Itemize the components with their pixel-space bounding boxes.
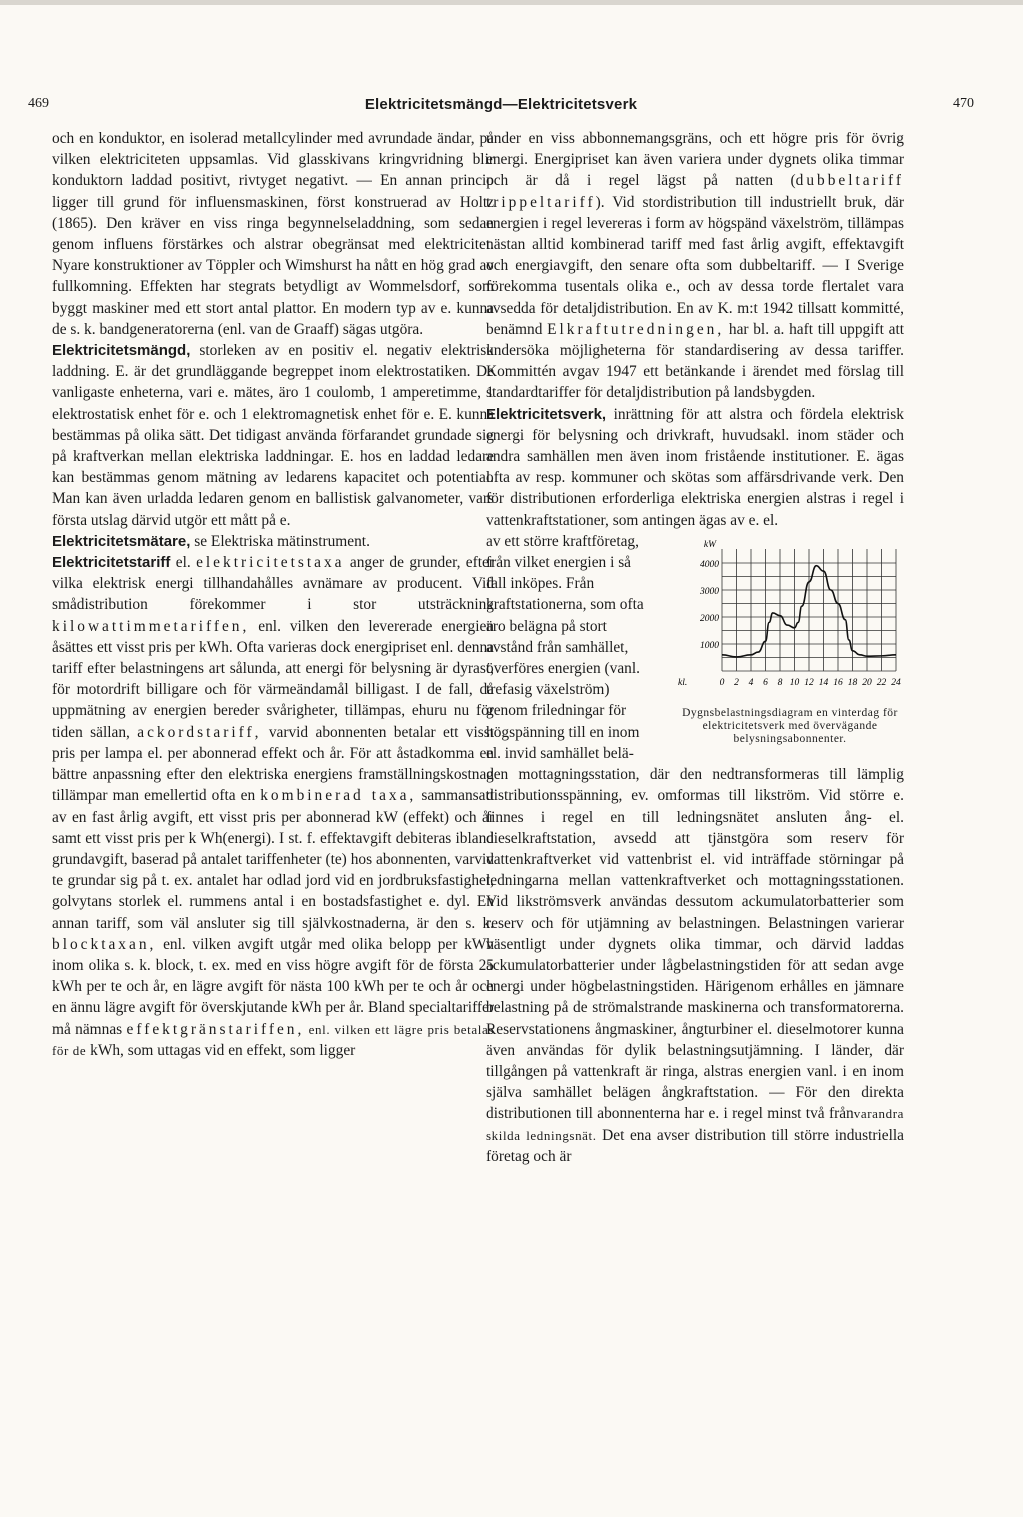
figure-wrap-area: [486, 531, 904, 764]
x-tick-label: 20: [862, 677, 872, 688]
entry-text: ). Vid stordistribution till industriellt bruk, där energien i regel levereras i form av högspänd växelström, tillämpas nästan alltid kombinerad tariff med fast årlig avgift, effektavgift och energiavgift, den senare ofta som dubbeltariff. — I Sverige förekomma tusentals olika e., och av dessa torde flertalet vara avsedda för detaljdistribution. En av K. m:t 1942 tillsatt kommitté, benämnd: [486, 193, 904, 338]
page-header: [28, 96, 974, 118]
top-edge-rule: [0, 0, 1023, 5]
small-print: varandra skilda ledningsnät.: [486, 1106, 904, 1143]
y-tick-label: 3000: [700, 586, 719, 597]
spaced-term: dubbeltariff: [795, 172, 904, 190]
entry-text: under en viss abbonnemangsgräns, och ett högre pris för övrig energi. Energipriset kan även variera under dygnets olika timmar och är då i regel lägst på natten (: [486, 130, 904, 190]
spaced-term: trippeltariff: [486, 193, 596, 211]
x-tick-label: 18: [847, 677, 858, 688]
entry-elektricitetsmatare: [52, 531, 494, 552]
small-print: enl. vilken ett lägre pris betalas för de: [52, 1021, 494, 1058]
spaced-term: Elkraftutredningen,: [547, 320, 725, 338]
left-column: [52, 128, 494, 1061]
page-number-left: 469: [28, 96, 49, 111]
entry-elektricitetstariff: [52, 552, 494, 1061]
paragraph-continuation: och en konduktor, en isolerad metallcylinder med avrundade ändar, på vilken elektriciteten uppsamlas. Vid glasskivans kringvridning blir konduktorn laddad positivt, rivtyget negativt. — En annan princip ligger till grund för influensmaskinen, först konstruerad av Holtz (1865). Den kräver en viss ringa begynnelseladdning, som sedan genom influens förstärkes och alstrar obegränsat med elektricitet. Nyare konstruktioner av Töppler och Wimshurst ha nått en hög grad av fullkomning. Effekten har stegrats betydligt av Wommelsdorf, som byggt maskiner med ett stort antal plattor. En modern typ av e. kunna de s. k. bandgeneratorerna (enl. van de Graaff) sägas utgöra.: [52, 130, 494, 338]
paragraph-continuation: [486, 128, 904, 404]
entry-text: anger de grunder, efter vilka elektrisk energi tillhandahålles avnämare av producent. Vid smådistribution förekommer i stor utsträckning: [52, 554, 494, 614]
x-tick-label: 14: [818, 677, 829, 688]
x-tick-label: 8: [777, 677, 783, 688]
entry-text: el.: [170, 554, 197, 572]
entry-headword: Elektricitetsmätare,: [52, 532, 191, 550]
entry-text: sammansatt av en fast årlig avgift, ett visst pris per abonnerad kW (effekt) och år samt ett visst pris per k Wh(energi). I st. f. effektavgift debiteras ibland grundavgift, baserad på antalet tariffenheter (te) hos abonnenten, varvid te grundar sig på t. ex. antalet har odlad jord vid en jordbruksfastighet, golvytans storlek el. rummens antal i en bostadsfastighet e. dyl. En annan tariff, som väl ansluter sig till självkostnaderna, är den s. k.: [52, 787, 495, 932]
load-diagram: [674, 531, 906, 701]
entry-text: har bl. a. haft till uppgift att undersöka möjligheterna för standardisering av dessa tariffer. Kommittén avgav 1947 ett betänkande i ärendet med förslag till standardtariffer för detaljdistribution på landsbygden.: [486, 320, 904, 402]
x-tick-label: 10: [789, 677, 800, 688]
entry-text: se Elektriska mätinstrument.: [190, 532, 370, 550]
figure-caption: Dygnsbelastningsdiagram en vinterdag för elektricitetsverk med övervägande belysningsabonnenter.: [682, 706, 898, 745]
y-tick-label: 2000: [700, 613, 719, 624]
entry-headword: Elektricitetstariff: [52, 554, 171, 572]
spaced-term: kilowattimmetariffen,: [52, 617, 250, 635]
entry-text: varvid abonnenten betalar ett visst pris per lampa el. per abonnerad effekt och år. För att åstadkomma en bättre anpassning efter den elektriska energiens framställningskostnad tillämpar man emellertid ofta en: [52, 723, 494, 805]
entry-text: Det ena avser distribution till större industriella företag och är: [486, 1126, 904, 1165]
entry-elektricitetsmangd: [52, 340, 494, 531]
x-axis-label: kl.: [678, 677, 688, 688]
wrapped-text: [486, 531, 648, 764]
entry-text: storleken av en positiv el. negativ elektrisk laddning. E. är det grundläggande begreppet inom elektrostatiken. De vanligaste enheterna, vari e. mätes, äro 1 coulomb, 1 amperetimme, 1 elektrostatisk enhet för e. och 1 elektromagnetisk enhet för e. E. kunna bestämmas på olika sätt. Det tidigast använda förfarandet grundade sig på kraftverkan mellan elektriska laddningar. E. hos en laddad ledare kan bestämmas genom mätning av ledarens kapacitet och potential. Man kan även urladda ledaren genom en ballistisk galvanometer, vars första utslag därvid utgör ett mått på e.: [52, 342, 494, 529]
entry-text: enl. vilken den levererade energien åsättes ett visst pris per kWh. Ofta varieras dock energipriset enl. denna tariff efter belastningens art sålunda, att energi för belysning är dyrast, för motordrift billigare och för värmeändamål billigast. I de fall, då uppmätning av energien bereder svårigheter, tillämpas, ehuru nu för tiden sällan,: [52, 617, 494, 741]
x-tick-label: 4: [748, 677, 754, 688]
spaced-term: elektricitetstaxa: [196, 554, 345, 572]
spaced-term: ackordstariff,: [137, 723, 262, 741]
running-title: Elektricitetsmängd—Elektricitetsverk: [364, 96, 638, 113]
entry-text: kWh, som uttagas vid en effekt, som ligger: [86, 1041, 356, 1059]
x-tick-label: 16: [833, 677, 843, 688]
entry-headword: Elektricitetsverk,: [486, 405, 607, 423]
entry-elektricitetsverk: [486, 404, 904, 531]
x-tick-label: 24: [891, 677, 901, 688]
y-tick-label: 4000: [700, 559, 719, 570]
y-tick-label: 1000: [700, 640, 719, 651]
right-column: [486, 128, 904, 1167]
entry-text: enl. vilken avgift utgår med olika belopp per kWh inom olika s. k. block, t. ex. med en viss högre avgift för de första 25 kWh per te och år, en lägre avgift för nästa 100 kWh per te och år och en ännu lägre avgift för överskjutande kWh per år. Bland specialtariffer må nämnas: [52, 935, 494, 1038]
paragraph-continuation: [486, 764, 904, 1167]
x-tick-label: 22: [876, 677, 887, 688]
spaced-term: kombinerad taxa,: [260, 787, 417, 805]
page-number-right: 470: [953, 96, 974, 111]
y-axis-label: kW: [703, 539, 717, 550]
entry-text: gen mottagningsstation, där den nedtransformeras till lämplig distributionsspänning, ev. omformas till likström. Vid större e. finnes i regel en till ledningsnätet ansluten ång- el. dieselkraftstation, avsedd att tjänstgöra som reserv för vattenkraftverket vid vattenbrist el. vid inträffade störningar på ledningarna mellan vattenkraftverket och mottagningsstationen. Vid likströmsverk användas dessutom ackumulatorbatterier som reserv och för utjämning av belastningen. Belastningen varierar väsentligt under dygnets olika timmar, och därvid laddas ackumulatorbatterier under lågbelastningstiden för att sedan avge energi under högbelastningstiden. Härigenom erhålles en jämnare belastning på de strömalstrande maskinerna och transformatorerna. Reservstationens ångmaskiner, ångturbiner el. dieselmotorer kunna även användas för dylik belastningsutjämning. I länder, där tillgången på vattenkraft är ringa, alstras energien vanl. i en inom själva samhället belägen ångkraftstation. — För den direkta distributionen till abonnenterna har e. i regel minst två från: [486, 766, 904, 1123]
x-tick-label: 2: [734, 677, 739, 688]
x-tick-label: 12: [804, 677, 814, 688]
entry-headword: Elektricitetsmängd,: [52, 342, 191, 360]
entry-text: av ett större kraftföretag, från vilket energien i så fall inköpes. Från kraftstationerna, som ofta äro belägna på stort avstånd från samhället, överföres energien (vanl. trefasig växelström) genom friledningar för högspänning till en inom el. invid samhället belä-: [486, 532, 644, 762]
spaced-term: blocktaxan,: [52, 935, 157, 953]
x-tick-label: 6: [763, 677, 768, 688]
spaced-term: effektgränstariffen,: [126, 1020, 305, 1038]
entry-text: inrättning för att alstra och fördela elektrisk energi för belysning och drivkraft, huvudsakl. inom städer och andra samhällen men även inom fristående institutioner. E. ägas ofta av resp. kommuner och skötas som affärsdrivande verk. Den för distributionen erforderliga elektriska energien alstras i regel i vattenkraftstationer, som antingen ägas av e. el.: [486, 405, 904, 529]
x-tick-label: 0: [719, 677, 725, 688]
load-diagram-figure: [674, 531, 906, 746]
